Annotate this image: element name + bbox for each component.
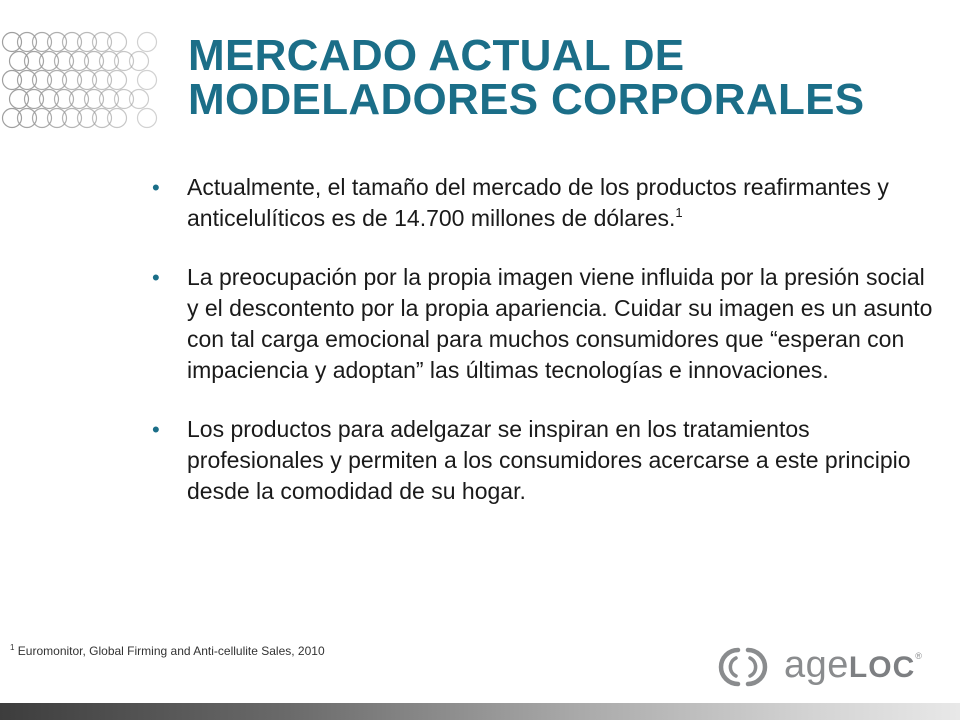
decorative-circle bbox=[100, 52, 119, 71]
decorative-circle bbox=[85, 52, 104, 71]
decorative-circle bbox=[33, 33, 52, 52]
decorative-circle bbox=[78, 33, 97, 52]
decorative-circle bbox=[55, 52, 74, 71]
decorative-circle bbox=[3, 33, 22, 52]
decorative-circle bbox=[78, 109, 97, 128]
decorative-circle bbox=[70, 90, 89, 109]
decorative-circle bbox=[63, 33, 82, 52]
decorative-circle bbox=[138, 33, 157, 52]
decorative-circle bbox=[3, 71, 22, 90]
decorative-circle bbox=[18, 109, 37, 128]
decorative-circle bbox=[18, 33, 37, 52]
ageloc-circles-logo-icon bbox=[712, 640, 776, 694]
decorative-circle bbox=[70, 52, 89, 71]
decorative-circle bbox=[85, 90, 104, 109]
decorative-circle bbox=[138, 71, 157, 90]
decorative-circle bbox=[33, 71, 52, 90]
decorative-circle bbox=[48, 71, 67, 90]
decorative-circle bbox=[78, 71, 97, 90]
ageloc-logo bbox=[712, 640, 932, 694]
decorative-circle bbox=[100, 90, 119, 109]
decorative-circle bbox=[10, 52, 29, 71]
slide-title-line-2: MODELADORES CORPORALES bbox=[188, 75, 865, 124]
footnote-reference: 1 bbox=[675, 205, 683, 220]
decorative-circle bbox=[115, 90, 134, 109]
decorative-circle bbox=[93, 33, 112, 52]
decorative-circle bbox=[130, 90, 149, 109]
bottom-gradient-bar bbox=[0, 703, 960, 720]
decorative-circle bbox=[55, 90, 74, 109]
slide-title bbox=[188, 31, 948, 124]
decorative-circle bbox=[48, 109, 67, 128]
decorative-circle bbox=[10, 90, 29, 109]
decorative-circle bbox=[63, 109, 82, 128]
bullet-list bbox=[152, 172, 942, 535]
bullet-item-self-image: • La preocupación por la propia imagen viene influida por la presión social y el descontento por la propia apariencia. Cuidar su imagen es un asunto con tal carga emocional para muchos consumidores que “esperan con impaciencia y adoptan” las últimas tecnologías e innovaciones. bbox=[152, 262, 942, 386]
decorative-circle bbox=[108, 33, 127, 52]
decorative-circle bbox=[115, 52, 134, 71]
decorative-circle bbox=[25, 90, 44, 109]
decorative-circle bbox=[48, 33, 67, 52]
decorative-circle bbox=[25, 52, 44, 71]
footnote: $^1$ Euromonitor, Global Firming and Anti-cellulite Sales, 2010 bbox=[10, 643, 325, 658]
decorative-circle bbox=[63, 71, 82, 90]
decorative-circle bbox=[18, 71, 37, 90]
decorative-circle bbox=[33, 109, 52, 128]
bullet-item-slimming-products: • Los productos para adelgazar se inspiran en los tratamientos profesionales y permiten a los consumidores acercarse a este principio desde la comodidad de su hogar. bbox=[152, 414, 942, 507]
decorative-circle bbox=[138, 109, 157, 128]
decorative-circle bbox=[108, 71, 127, 90]
decorative-circle bbox=[93, 71, 112, 90]
decorative-circle bbox=[3, 109, 22, 128]
ageloc-wordmark: ageLOC® bbox=[784, 644, 923, 686]
decorative-circles-icon bbox=[0, 30, 175, 135]
bullet-item-market-size: • Actualmente, el tamaño del mercado de los productos reafirmantes y anticelulíticos es de 14.700 millones de dólares.$^1$ bbox=[152, 172, 942, 234]
slide-title-line-1: MERCADO ACTUAL DE bbox=[188, 31, 685, 80]
decorative-circle bbox=[93, 109, 112, 128]
decorative-circle bbox=[40, 52, 59, 71]
decorative-circle bbox=[130, 52, 149, 71]
decorative-circle bbox=[40, 90, 59, 109]
decorative-circle bbox=[108, 109, 127, 128]
